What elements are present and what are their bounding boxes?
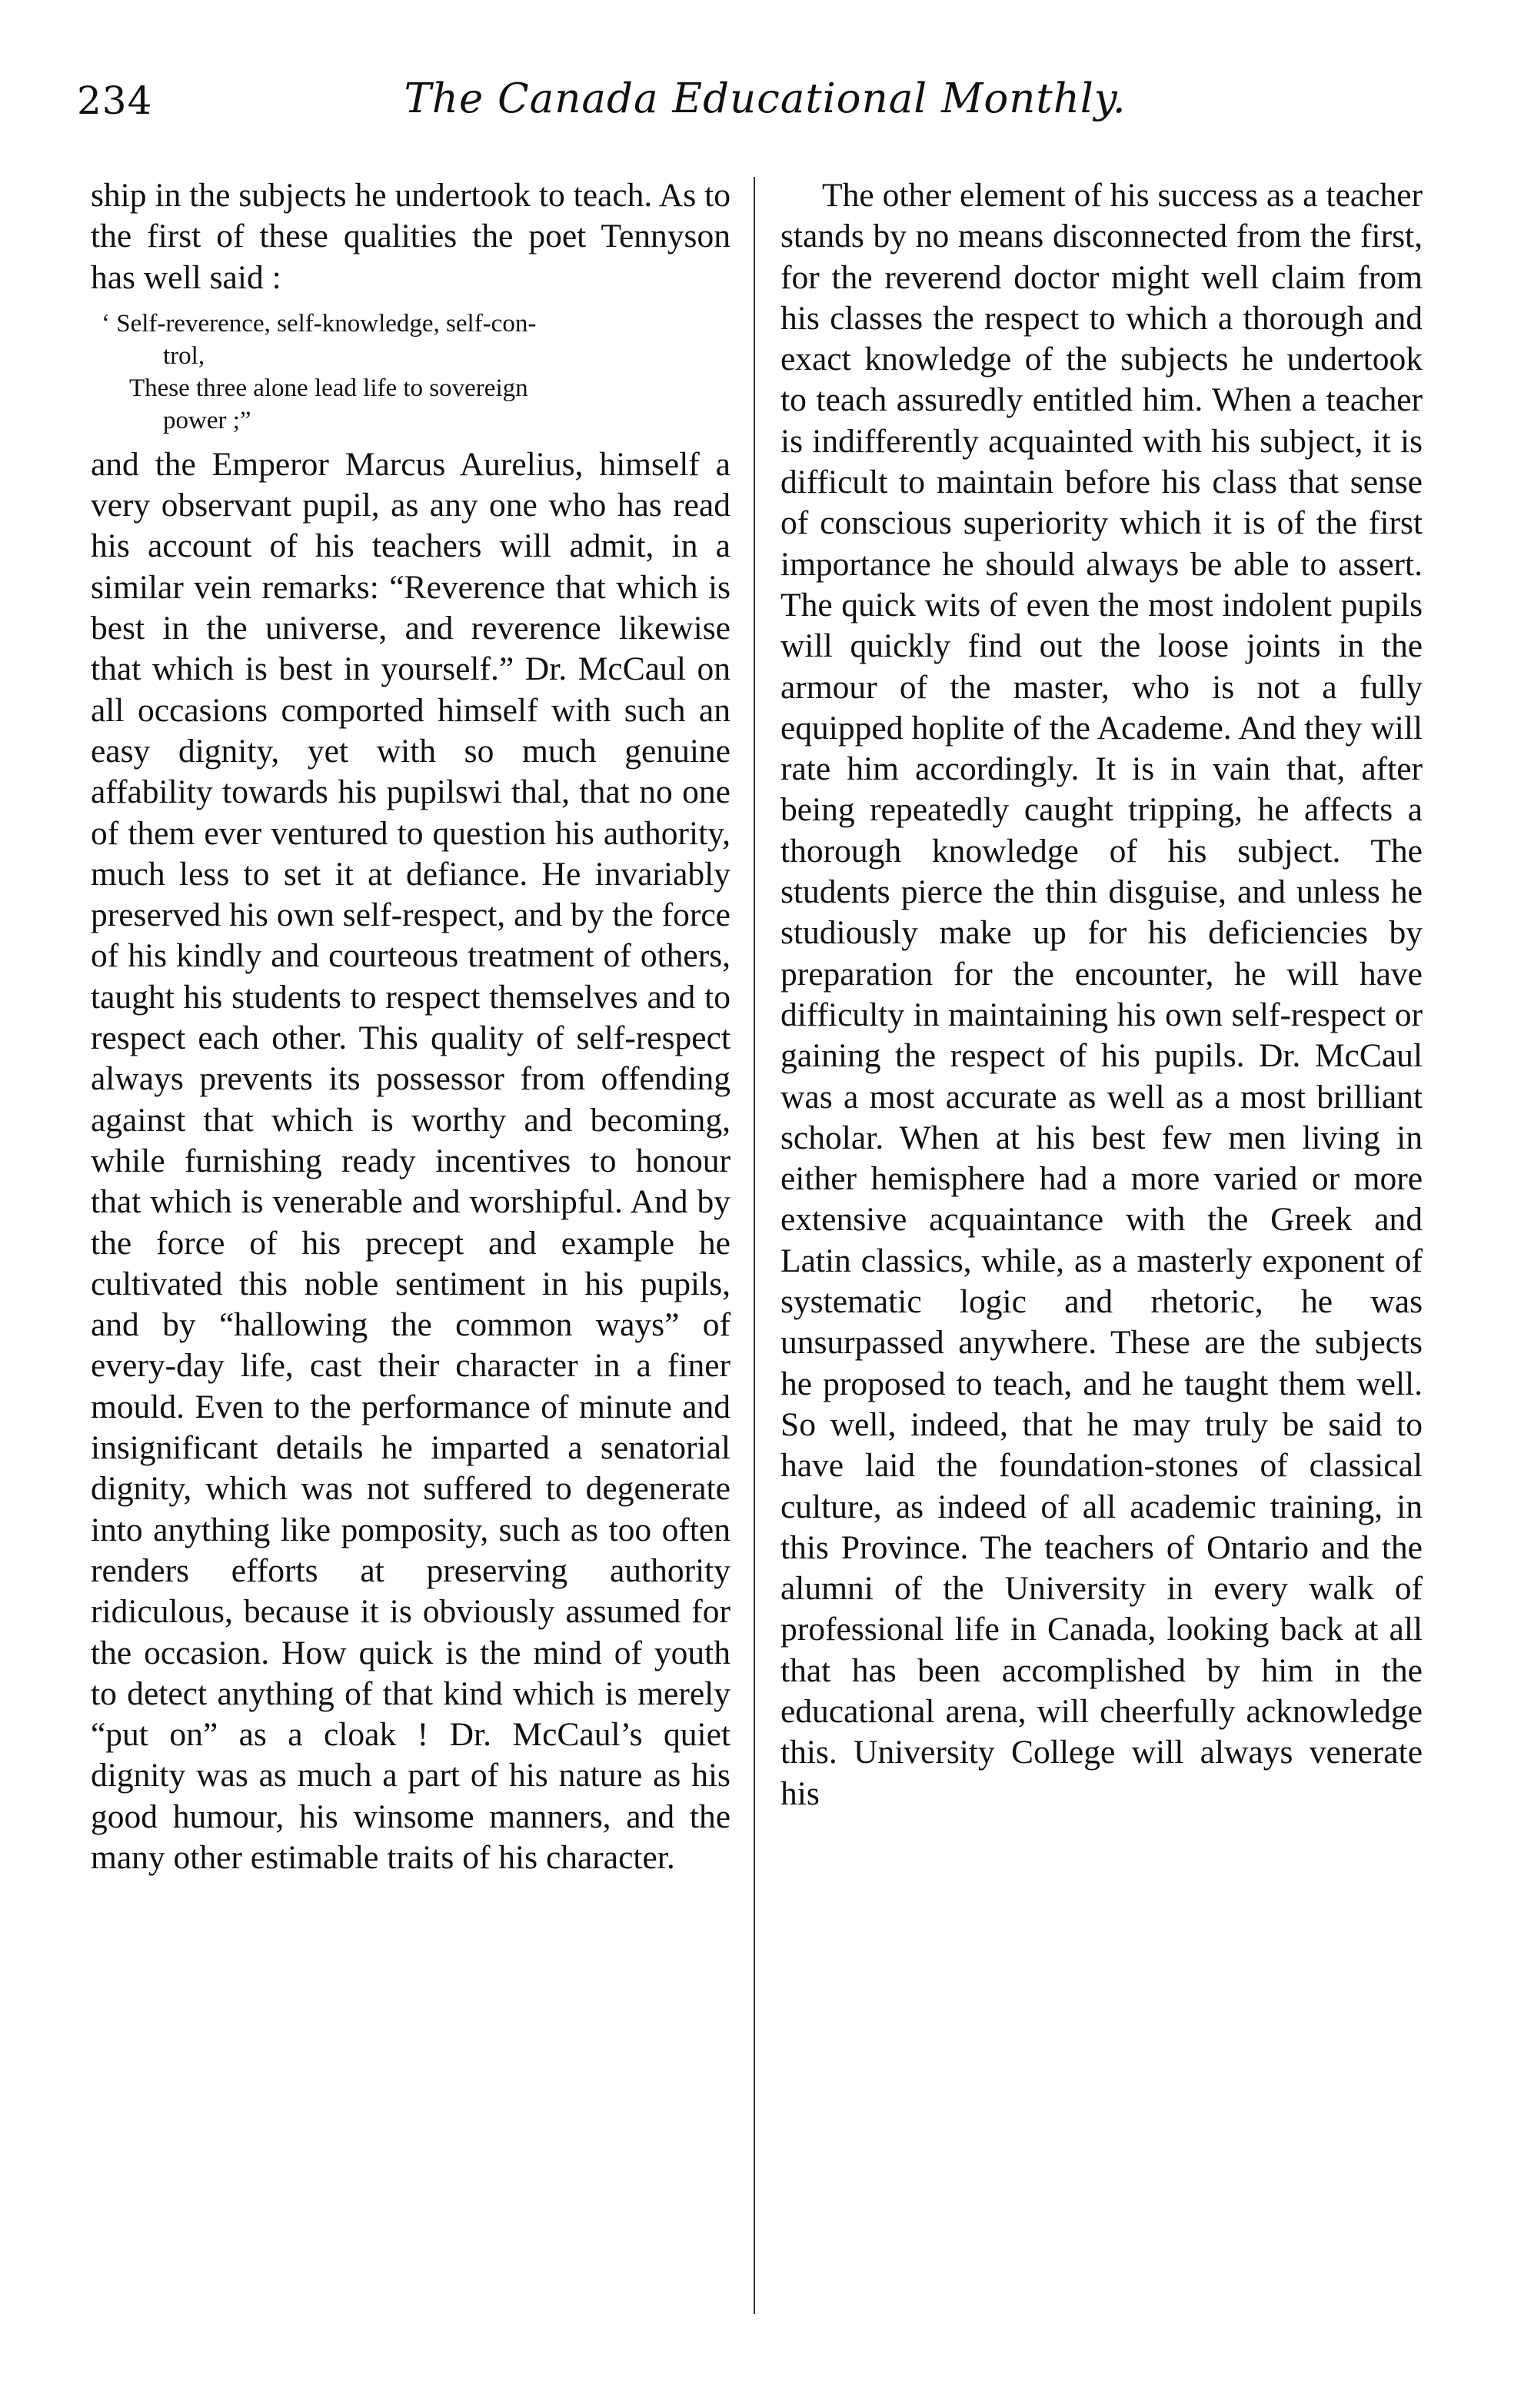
tennyson-quote — [102, 308, 731, 437]
left-paragraph-2: and the Emperor Marcus Aurelius, himself a very observant pupil, as any one who has read his account of his teachers will admit, in a similar vein remarks: “Reverence that which is best in the universe, and reverence likewise that which is best in yourself.” Dr. McCaul on all occasions comported himself with such an easy dignity, yet with so much genuine affability towards his pupilswi thal, that no one of them ever ventured to question his authority, much less to set it at defiance. He invariably preserved his own self-respect, and by the force of his kindly and courteous treatment of others, taught his students to respect themselves and to respect each other. This quality of self-respect always prevents its possessor from offending against that which is worthy and becoming, while furnishing ready incentives to honour that which is venerable and worshipful. And by the force of his precept and example he cultivated this noble sentiment in his pupils, and by “hallowing the common ways” of every-day life, cast their character in a finer mould. Even to the performance of minute and insignificant details he imparted a senatorial dignity, which was not suffered to degenerate into anything like pomposity, such as too often renders efforts at preserving authority ridiculous, because it is obviously assumed for the occasion. How quick is the mind of youth to detect anything of that kind which is merely “put on” as a cloak ! Dr. McCaul’s quiet dignity was as much a part of his nature as his good humour, his winsome manners, and the many other estimable traits of his character. — [91, 445, 731, 1876]
left-column — [91, 175, 731, 1878]
right-paragraph-1: The other element of his success as a teacher stands by no means disconnected from the first, for the reverend doctor might well claim from his classes the respect to which a thorough and exact knowledge of the subjects he undertook to teach assuredly entitled him. When a teacher is indifferently acquainted with his subject, it is difficult to maintain before his class that sense of conscious superiority which it is of the first importance he should always be able to assert. The quick wits of even the most indolent pupils will quickly find out the loose joints in the armour of the master, who is not a fully equipped hoplite of the Academe. And they will rate him accordingly. It is in vain that, after being repeatedly caught tripping, he affects a thorough knowledge of his subject. The students pierce the thin disguise, and unless he studiously make up for his deficiencies by preparation for the encounter, he will have difficulty in maintaining his own self-respect or gaining the respect of his pupils. Dr. McCaul was a most accurate as well as a most brilliant scholar. When at his best few men living in either hemisphere had a more varied or more extensive acquaintance with the Greek and Latin classics, while, as a masterly exponent of systematic logic and rhetoric, he was unsurpassed anywhere. These are the subjects he proposed to teach, and he taught them well. So well, indeed, that he may truly be said to have laid the foundation-stones of classical culture, as indeed of all academic training, in this Province. The teachers of Ontario and the alumni of the University in every walk of professional life in Canada, looking back at all that has been accomplished by him in the educational arena, will cheerfully acknowledge this. University College will always venerate his — [780, 177, 1423, 1812]
page-number: 234 — [77, 78, 153, 123]
quote-line-1 — [102, 308, 731, 340]
quote-line-2-text: These three alone lead life to sovereign — [129, 374, 528, 402]
page-header — [77, 71, 1453, 132]
left-paragraph-1: ship in the subjects he undertook to teach. As to the first of these qualities the poet Tennyson has well said : — [91, 177, 731, 296]
quote-line-1-continuation: trol, — [163, 341, 205, 370]
quote-line-2 — [102, 372, 731, 404]
quote-line-1-text: ‘ Self-reverence, self-knowledge, self-con- — [102, 309, 537, 338]
right-column — [780, 175, 1423, 1814]
quote-line-2-continuation: power ;” — [163, 406, 251, 434]
column-divider — [754, 177, 755, 2314]
running-title: The Canada Educational Monthly. — [404, 75, 1127, 122]
